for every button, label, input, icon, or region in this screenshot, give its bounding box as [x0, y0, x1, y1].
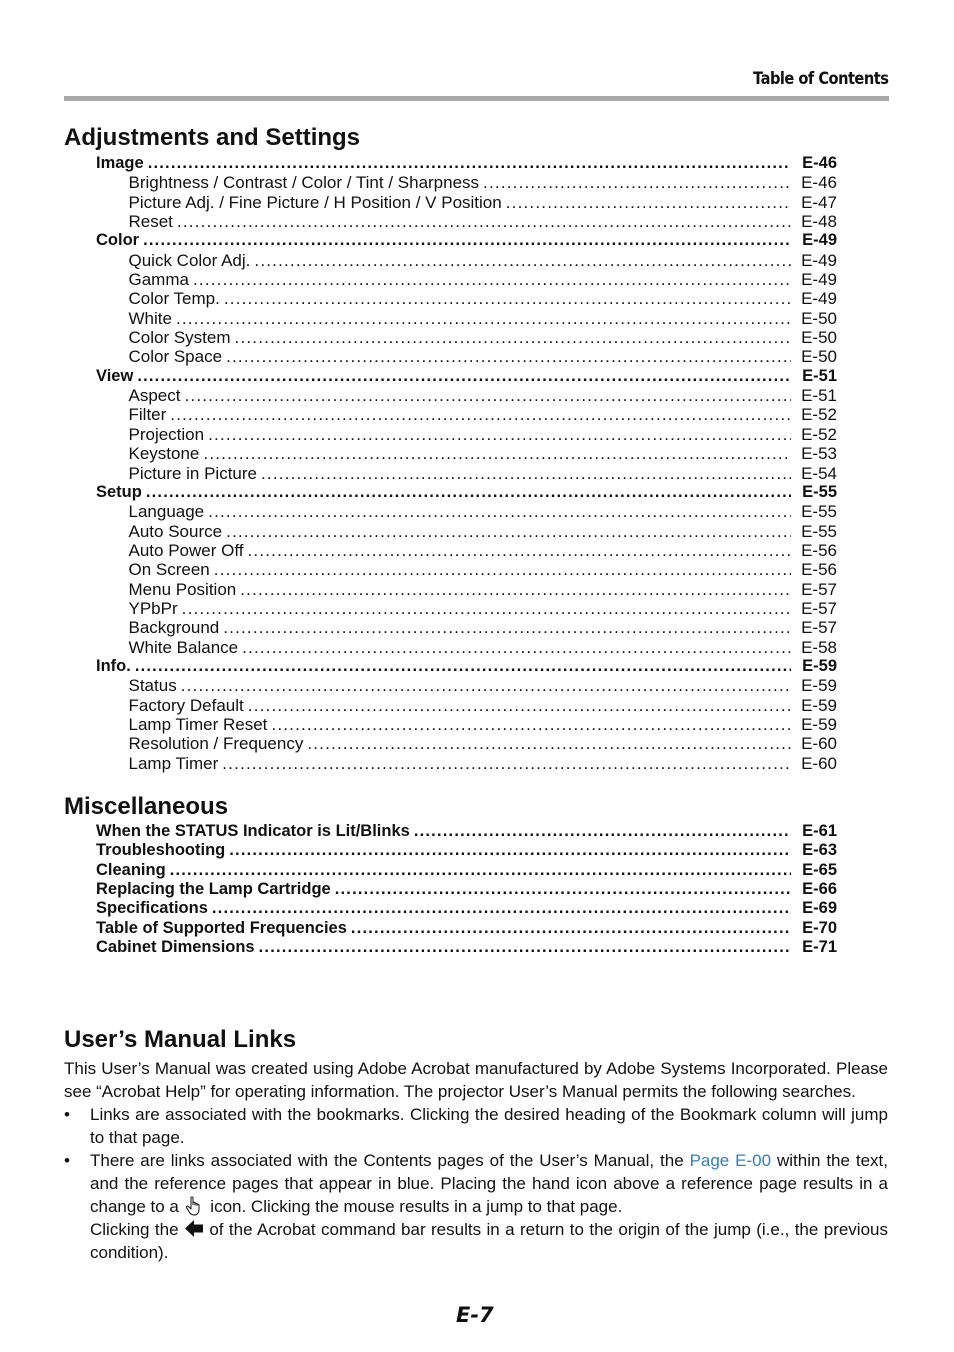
toc-entry-page: E-49: [802, 231, 837, 250]
page-reference-link[interactable]: Page E-00: [689, 1151, 772, 1170]
toc-entry-page: E-48: [801, 212, 837, 232]
toc-dot-leader: [135, 657, 791, 676]
toc-entry-label: Brightness / Contrast / Color / Tint / Sharpness: [128, 173, 480, 193]
toc-entry-page: E-59: [801, 676, 837, 696]
links-continuation: [64, 1218, 888, 1264]
toc-entry-page: E-56: [801, 560, 837, 580]
toc-entry[interactable]: [96, 861, 837, 880]
toc-entry-label: Setup: [96, 482, 142, 501]
toc-entry-page: E-49: [801, 289, 837, 309]
toc-entry-label: Replacing the Lamp Cartridge: [96, 880, 331, 899]
toc-entry-page: E-60: [801, 734, 837, 754]
toc-dot-leader: [229, 841, 791, 860]
back-arrow-icon: [184, 1219, 204, 1238]
section-title-misc: Miscellaneous: [64, 793, 229, 820]
toc-entry[interactable]: [96, 880, 837, 899]
toc-entry[interactable]: [96, 919, 837, 938]
toc-entry[interactable]: [96, 618, 837, 637]
toc-entry[interactable]: [96, 464, 837, 483]
toc-entry-page: E-59: [802, 656, 837, 675]
toc-entry-label: Cabinet Dimensions: [96, 938, 255, 957]
toc-dot-leader: [242, 638, 791, 657]
toc-entry-label: Specifications: [96, 899, 208, 918]
toc-entry-label: Cleaning: [96, 860, 166, 879]
toc-entry-label: Table of Supported Frequencies: [96, 918, 347, 937]
toc-entry-label: Resolution / Frequency: [128, 734, 304, 754]
toc-entry-page: E-59: [801, 714, 837, 734]
toc-entry-page: E-58: [801, 637, 837, 657]
toc-entry[interactable]: [96, 522, 837, 541]
toc-dot-leader: [307, 734, 791, 753]
toc-entry-page: E-71: [802, 938, 837, 957]
toc-entry-page: E-51: [801, 386, 837, 406]
toc-entry[interactable]: [96, 347, 837, 366]
toc-entry[interactable]: [96, 328, 837, 347]
toc-dot-leader: [259, 938, 791, 957]
toc-entry[interactable]: [96, 193, 837, 212]
toc-entry-label: Auto Power Off: [128, 540, 244, 560]
toc-entry-label: Color Temp.: [128, 289, 220, 309]
header-rule: [64, 96, 889, 101]
toc-entry-page: E-50: [801, 328, 837, 348]
bullet-text-b: within the text, and the reference pages that appear in blue. Placing the hand icon above a reference page results in a change to a: [90, 1151, 888, 1216]
toc-entry-page: E-55: [801, 502, 837, 522]
toc-entry[interactable]: [96, 154, 837, 173]
toc-entry-page: E-52: [801, 424, 837, 444]
toc-entry-label: On Screen: [128, 560, 210, 580]
toc-dot-leader: [212, 899, 791, 918]
bullet-item-contents-links: [64, 1149, 888, 1218]
toc-entry[interactable]: [96, 822, 837, 841]
toc-entry-page: E-57: [801, 579, 837, 599]
toc-entry-label: Color Space: [128, 347, 223, 367]
toc-entry-page: E-69: [802, 899, 837, 918]
toc-misc: [96, 822, 837, 957]
toc-entry-label: Aspect: [128, 386, 181, 406]
toc-dot-leader: [222, 754, 791, 773]
bullet-text-c: icon. Clicking the mouse results in a jump to that page.: [205, 1197, 623, 1216]
toc-entry-label: Status: [128, 676, 177, 696]
running-header: Table of Contents: [752, 69, 888, 89]
toc-entry-label: Reset: [128, 212, 173, 232]
toc-entry[interactable]: [96, 754, 837, 773]
toc-entry-label: Lamp Timer: [128, 753, 219, 773]
toc-entry-page: E-53: [801, 444, 837, 464]
toc-dot-leader: [247, 541, 791, 560]
toc-entry[interactable]: [96, 502, 837, 521]
toc-entry-label: YPbPr: [128, 598, 178, 618]
toc-entry-label: Keystone: [128, 444, 200, 464]
toc-dot-leader: [414, 822, 791, 841]
toc-dot-leader: [208, 425, 791, 444]
toc-entry[interactable]: [96, 599, 837, 618]
toc-entry[interactable]: [96, 483, 837, 502]
toc-entry-page: E-56: [801, 540, 837, 560]
toc-entry[interactable]: [96, 231, 837, 250]
toc-entry-page: E-50: [801, 347, 837, 367]
toc-dot-leader: [182, 599, 791, 618]
toc-entry[interactable]: [96, 676, 837, 695]
toc-entry-label: Troubleshooting: [96, 841, 226, 860]
toc-entry-page: E-60: [801, 753, 837, 773]
toc-entry-label: Quick Color Adj.: [128, 250, 251, 270]
toc-entry[interactable]: [96, 405, 837, 424]
toc-entry[interactable]: [96, 270, 837, 289]
toc-entry-page: E-46: [801, 173, 837, 193]
toc-dot-leader: [335, 880, 791, 899]
toc-entry-page: E-57: [801, 618, 837, 638]
toc-dot-leader: [240, 580, 791, 599]
toc-dot-leader: [208, 502, 791, 521]
toc-dot-leader: [506, 193, 791, 212]
cont-text-b: of the Acrobat command bar results in a return to the origin of the jump (i.e., the previous condition).: [90, 1220, 888, 1262]
toc-entry-page: E-59: [801, 695, 837, 715]
toc-entry-page: E-47: [801, 192, 837, 212]
toc-entry-page: E-65: [802, 860, 837, 879]
toc-entry-page: E-70: [802, 918, 837, 937]
toc-entry-label: Projection: [128, 424, 205, 444]
toc-entry-label: White Balance: [128, 637, 239, 657]
bullet-dot: •: [64, 1151, 70, 1170]
toc-entry[interactable]: [96, 638, 837, 657]
section-title-adjustments: Adjustments and Settings: [64, 124, 361, 151]
bullet-item-bookmarks: [64, 1103, 888, 1149]
toc-dot-leader: [254, 251, 791, 270]
toc-dot-leader: [193, 270, 791, 289]
toc-entry[interactable]: [96, 212, 837, 231]
toc-dot-leader: [143, 231, 791, 250]
bullet-text: Links are associated with the bookmarks. Clicking the desired heading of the Bookmark column will jump to that page.: [90, 1105, 888, 1147]
toc-entry[interactable]: [96, 580, 837, 599]
toc-dot-leader: [483, 173, 791, 192]
toc-entry[interactable]: [96, 734, 837, 753]
links-body: [64, 1057, 888, 1264]
toc-entry-page: E-51: [802, 366, 837, 385]
toc-dot-leader: [224, 289, 791, 308]
toc-entry-page: E-52: [801, 405, 837, 425]
toc-entry-label: View: [96, 366, 134, 385]
toc-entry-label: Menu Position: [128, 579, 237, 599]
toc-entry[interactable]: [96, 309, 837, 328]
toc-entry-label: Lamp Timer Reset: [128, 714, 268, 734]
toc-entry-label: Gamma: [128, 270, 189, 290]
toc-entry-page: E-61: [802, 822, 837, 840]
toc-dot-leader: [137, 367, 791, 386]
toc-entry[interactable]: [96, 715, 837, 734]
toc-entry-label: Color: [96, 231, 140, 250]
toc-entry[interactable]: [96, 841, 837, 860]
toc-entry[interactable]: [96, 899, 837, 918]
toc-dot-leader: [261, 464, 791, 483]
toc-entry-page: E-55: [801, 521, 837, 541]
toc-dot-leader: [184, 386, 791, 405]
toc-dot-leader: [148, 154, 791, 173]
bullet-text-a: There are links associated with the Contents pages of the User’s Manual, the: [90, 1151, 690, 1170]
toc-dot-leader: [177, 212, 791, 231]
toc-entry-label: Picture Adj. / Fine Picture / H Position / V Position: [128, 192, 502, 212]
toc-entry-page: E-50: [801, 308, 837, 328]
toc-entry-label: Picture in Picture: [128, 463, 257, 483]
toc-dot-leader: [248, 696, 791, 715]
toc-dot-leader: [146, 483, 791, 502]
cont-text-a: Clicking the: [90, 1220, 184, 1239]
toc-dot-leader: [170, 405, 791, 424]
toc-entry-label: Language: [128, 502, 205, 522]
toc-dot-leader: [214, 560, 791, 579]
toc-entry-label: Color System: [128, 328, 231, 348]
toc-dot-leader: [176, 309, 791, 328]
toc-entry-page: E-66: [802, 880, 837, 899]
toc-dot-leader: [226, 522, 791, 541]
pointing-hand-icon: [184, 1196, 206, 1216]
toc-dot-leader: [170, 861, 791, 880]
toc-dot-leader: [271, 715, 791, 734]
toc-entry[interactable]: [96, 938, 837, 957]
toc-entry-page: E-54: [801, 463, 837, 483]
toc-entry[interactable]: [96, 173, 837, 192]
toc-entry-label: Info.: [96, 656, 131, 675]
toc-dot-leader: [181, 676, 791, 695]
toc-entry[interactable]: [96, 386, 837, 405]
toc-entry-label: Auto Source: [128, 521, 223, 541]
toc-dot-leader: [203, 444, 791, 463]
toc-entry-label: Filter: [128, 405, 167, 425]
toc-entry[interactable]: [96, 251, 837, 270]
toc-entry[interactable]: [96, 541, 837, 560]
toc-entry-label: Factory Default: [128, 695, 244, 715]
toc-entry-page: E-57: [801, 598, 837, 618]
toc-entry[interactable]: [96, 657, 837, 676]
page-number: E-7: [456, 1303, 494, 1327]
toc-entry-page: E-49: [801, 250, 837, 270]
toc-entry-page: E-55: [802, 482, 837, 501]
toc-entry-label: White: [128, 308, 172, 328]
toc-adjustments: [96, 154, 837, 773]
section-title-links: User’s Manual Links: [64, 1026, 297, 1053]
toc-entry-page: E-49: [801, 270, 837, 290]
toc-entry-label: Background: [128, 618, 220, 638]
bullet-dot: •: [64, 1105, 70, 1124]
toc-entry-page: E-46: [802, 154, 837, 172]
toc-entry-label: Image: [96, 154, 144, 172]
links-intro: This User’s Manual was created using Adobe Acrobat manufactured by Adobe Systems Incorporated. Please see “Acrobat Help” for operating information. The projector User’s Manual permits the following searches.: [64, 1059, 888, 1101]
toc-dot-leader: [226, 347, 791, 366]
toc-entry[interactable]: [96, 696, 837, 715]
toc-dot-leader: [223, 618, 791, 637]
toc-entry[interactable]: [96, 425, 837, 444]
toc-dot-leader: [235, 328, 791, 347]
toc-entry-page: E-63: [802, 841, 837, 860]
toc-entry[interactable]: [96, 289, 837, 308]
toc-dot-leader: [351, 919, 791, 938]
toc-entry-label: When the STATUS Indicator is Lit/Blinks: [96, 822, 410, 840]
toc-entry[interactable]: [96, 444, 837, 463]
toc-entry[interactable]: [96, 560, 837, 579]
toc-entry[interactable]: [96, 367, 837, 386]
links-bullets: [64, 1103, 888, 1218]
